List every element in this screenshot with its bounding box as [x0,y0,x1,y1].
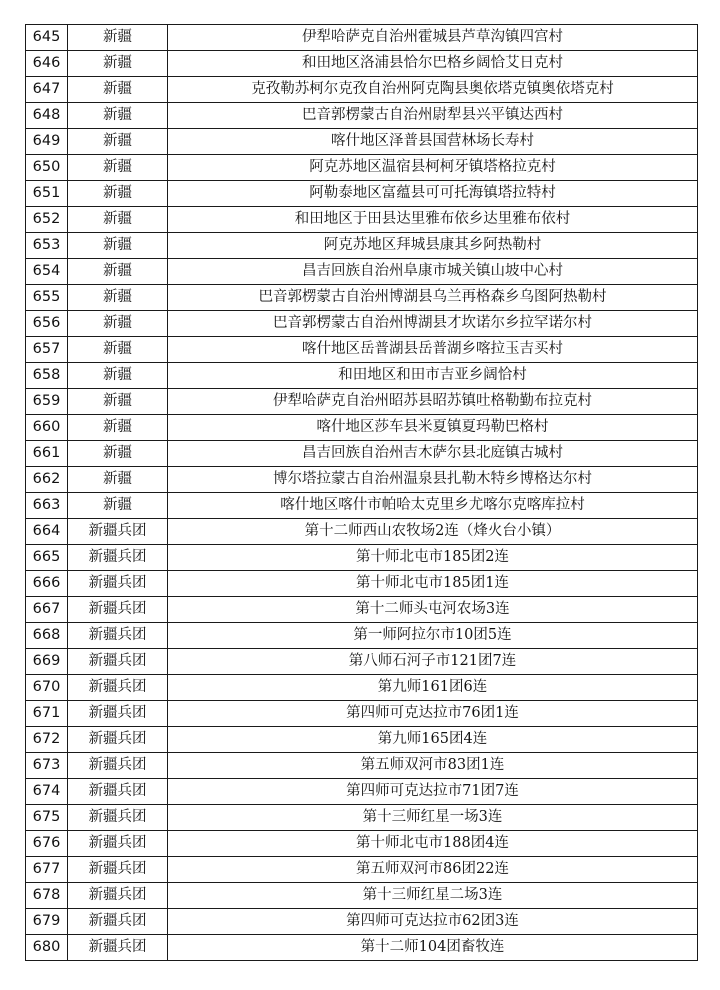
row-number-cell: 663 [26,493,68,519]
table-row [26,909,698,935]
village-name-cell: 阿克苏地区温宿县柯柯牙镇塔格拉克村 [168,155,698,181]
row-number-cell: 661 [26,441,68,467]
village-name-cell: 第八师石河子市121团7连 [168,649,698,675]
table-row [26,207,698,233]
table-row [26,363,698,389]
row-number-cell: 676 [26,831,68,857]
village-name-cell: 第四师可克达拉市76团1连 [168,701,698,727]
province-cell: 新疆兵团 [68,597,168,623]
province-cell: 新疆兵团 [68,519,168,545]
table-row [26,857,698,883]
province-cell: 新疆 [68,207,168,233]
row-number-cell: 647 [26,77,68,103]
village-name-cell: 第十三师红星二场3连 [168,883,698,909]
row-number-cell: 679 [26,909,68,935]
row-number-cell: 658 [26,363,68,389]
province-cell: 新疆兵团 [68,571,168,597]
row-number-cell: 651 [26,181,68,207]
row-number-cell: 665 [26,545,68,571]
row-number-cell: 673 [26,753,68,779]
province-cell: 新疆兵团 [68,935,168,961]
village-name-cell: 昌吉回族自治州吉木萨尔县北庭镇古城村 [168,441,698,467]
table-row [26,51,698,77]
village-name-cell: 第十二师头屯河农场3连 [168,597,698,623]
row-number-cell: 674 [26,779,68,805]
village-name-cell: 第四师可克达拉市62团3连 [168,909,698,935]
province-cell: 新疆 [68,441,168,467]
village-name-cell: 第十二师西山农牧场2连（烽火台小镇） [168,519,698,545]
village-name-cell: 喀什地区喀什市帕哈太克里乡尤喀尔克喀库拉村 [168,493,698,519]
province-cell: 新疆 [68,129,168,155]
village-name-cell: 第一师阿拉尔市10团5连 [168,623,698,649]
row-number-cell: 655 [26,285,68,311]
row-number-cell: 660 [26,415,68,441]
village-name-cell: 和田地区洛浦县恰尔巴格乡阔恰艾日克村 [168,51,698,77]
table-row [26,883,698,909]
village-name-cell: 喀什地区泽普县国营林场长寿村 [168,129,698,155]
table-row [26,259,698,285]
province-cell: 新疆兵团 [68,649,168,675]
table-row [26,25,698,51]
province-cell: 新疆 [68,363,168,389]
table-row [26,77,698,103]
row-number-cell: 648 [26,103,68,129]
province-cell: 新疆 [68,337,168,363]
village-name-cell: 喀什地区莎车县米夏镇夏玛勒巴格村 [168,415,698,441]
row-number-cell: 680 [26,935,68,961]
village-name-cell: 博尔塔拉蒙古自治州温泉县扎勒木特乡博格达尔村 [168,467,698,493]
table-row [26,389,698,415]
table-row [26,701,698,727]
table-row [26,623,698,649]
table-row [26,415,698,441]
province-cell: 新疆兵团 [68,727,168,753]
table-row [26,675,698,701]
province-cell: 新疆 [68,467,168,493]
table-row [26,519,698,545]
row-number-cell: 659 [26,389,68,415]
table-row [26,467,698,493]
row-number-cell: 645 [26,25,68,51]
row-number-cell: 677 [26,857,68,883]
table-row [26,779,698,805]
province-cell: 新疆 [68,25,168,51]
table-row [26,649,698,675]
village-name-cell: 克孜勒苏柯尔克孜自治州阿克陶县奥依塔克镇奥依塔克村 [168,77,698,103]
village-name-cell: 第十三师红星一场3连 [168,805,698,831]
village-name-cell: 第十师北屯市185团2连 [168,545,698,571]
table-row [26,493,698,519]
row-number-cell: 672 [26,727,68,753]
row-number-cell: 646 [26,51,68,77]
village-name-cell: 伊犁哈萨克自治州霍城县芦草沟镇四宫村 [168,25,698,51]
table-row [26,233,698,259]
village-name-cell: 第九师161团6连 [168,675,698,701]
row-number-cell: 664 [26,519,68,545]
province-cell: 新疆 [68,259,168,285]
village-name-cell: 巴音郭楞蒙古自治州尉犁县兴平镇达西村 [168,103,698,129]
table-row [26,831,698,857]
village-name-cell: 第十师北屯市185团1连 [168,571,698,597]
village-name-cell: 昌吉回族自治州阜康市城关镇山坡中心村 [168,259,698,285]
row-number-cell: 662 [26,467,68,493]
village-name-cell: 伊犁哈萨克自治州昭苏县昭苏镇吐格勒勤布拉克村 [168,389,698,415]
table-row [26,935,698,961]
row-number-cell: 668 [26,623,68,649]
province-cell: 新疆 [68,285,168,311]
province-cell: 新疆兵团 [68,675,168,701]
province-cell: 新疆 [68,493,168,519]
province-cell: 新疆 [68,51,168,77]
table-row [26,155,698,181]
table-row [26,441,698,467]
village-name-cell: 第五师双河市86团22连 [168,857,698,883]
village-name-cell: 阿克苏地区拜城县康其乡阿热勒村 [168,233,698,259]
table-row [26,597,698,623]
village-name-cell: 第九师165团4连 [168,727,698,753]
row-number-cell: 652 [26,207,68,233]
row-number-cell: 656 [26,311,68,337]
province-cell: 新疆兵团 [68,831,168,857]
table-row [26,753,698,779]
village-name-cell: 第四师可克达拉市71团7连 [168,779,698,805]
province-cell: 新疆 [68,415,168,441]
province-cell: 新疆兵团 [68,857,168,883]
table-row [26,727,698,753]
province-cell: 新疆兵团 [68,883,168,909]
village-name-cell: 喀什地区岳普湖县岳普湖乡喀拉玉吉买村 [168,337,698,363]
table-row [26,805,698,831]
table-row [26,571,698,597]
province-cell: 新疆 [68,389,168,415]
table-row [26,311,698,337]
table-row [26,337,698,363]
village-name-cell: 巴音郭楞蒙古自治州博湖县乌兰再格森乡乌图阿热勒村 [168,285,698,311]
table-row [26,129,698,155]
province-cell: 新疆兵团 [68,779,168,805]
row-number-cell: 650 [26,155,68,181]
province-cell: 新疆兵团 [68,753,168,779]
row-number-cell: 654 [26,259,68,285]
village-name-cell: 和田地区和田市吉亚乡阔恰村 [168,363,698,389]
province-cell: 新疆 [68,233,168,259]
province-cell: 新疆 [68,311,168,337]
row-number-cell: 678 [26,883,68,909]
row-number-cell: 666 [26,571,68,597]
village-name-cell: 和田地区于田县达里雅布依乡达里雅布依村 [168,207,698,233]
row-number-cell: 671 [26,701,68,727]
table-row [26,181,698,207]
province-cell: 新疆兵团 [68,805,168,831]
table-row [26,103,698,129]
row-number-cell: 667 [26,597,68,623]
province-cell: 新疆 [68,155,168,181]
row-number-cell: 675 [26,805,68,831]
row-number-cell: 649 [26,129,68,155]
province-cell: 新疆兵团 [68,545,168,571]
table-row [26,285,698,311]
row-number-cell: 670 [26,675,68,701]
row-number-cell: 657 [26,337,68,363]
row-number-cell: 669 [26,649,68,675]
province-cell: 新疆兵团 [68,909,168,935]
village-name-cell: 阿勒泰地区富蕴县可可托海镇塔拉特村 [168,181,698,207]
province-cell: 新疆 [68,181,168,207]
village-list-table [25,24,698,961]
province-cell: 新疆 [68,103,168,129]
row-number-cell: 653 [26,233,68,259]
village-name-cell: 第五师双河市83团1连 [168,753,698,779]
province-cell: 新疆兵团 [68,623,168,649]
table-body [26,25,698,961]
village-name-cell: 第十二师104团畜牧连 [168,935,698,961]
village-name-cell: 巴音郭楞蒙古自治州博湖县才坎诺尔乡拉罕诺尔村 [168,311,698,337]
province-cell: 新疆 [68,77,168,103]
village-name-cell: 第十师北屯市188团4连 [168,831,698,857]
table-row [26,545,698,571]
province-cell: 新疆兵团 [68,701,168,727]
